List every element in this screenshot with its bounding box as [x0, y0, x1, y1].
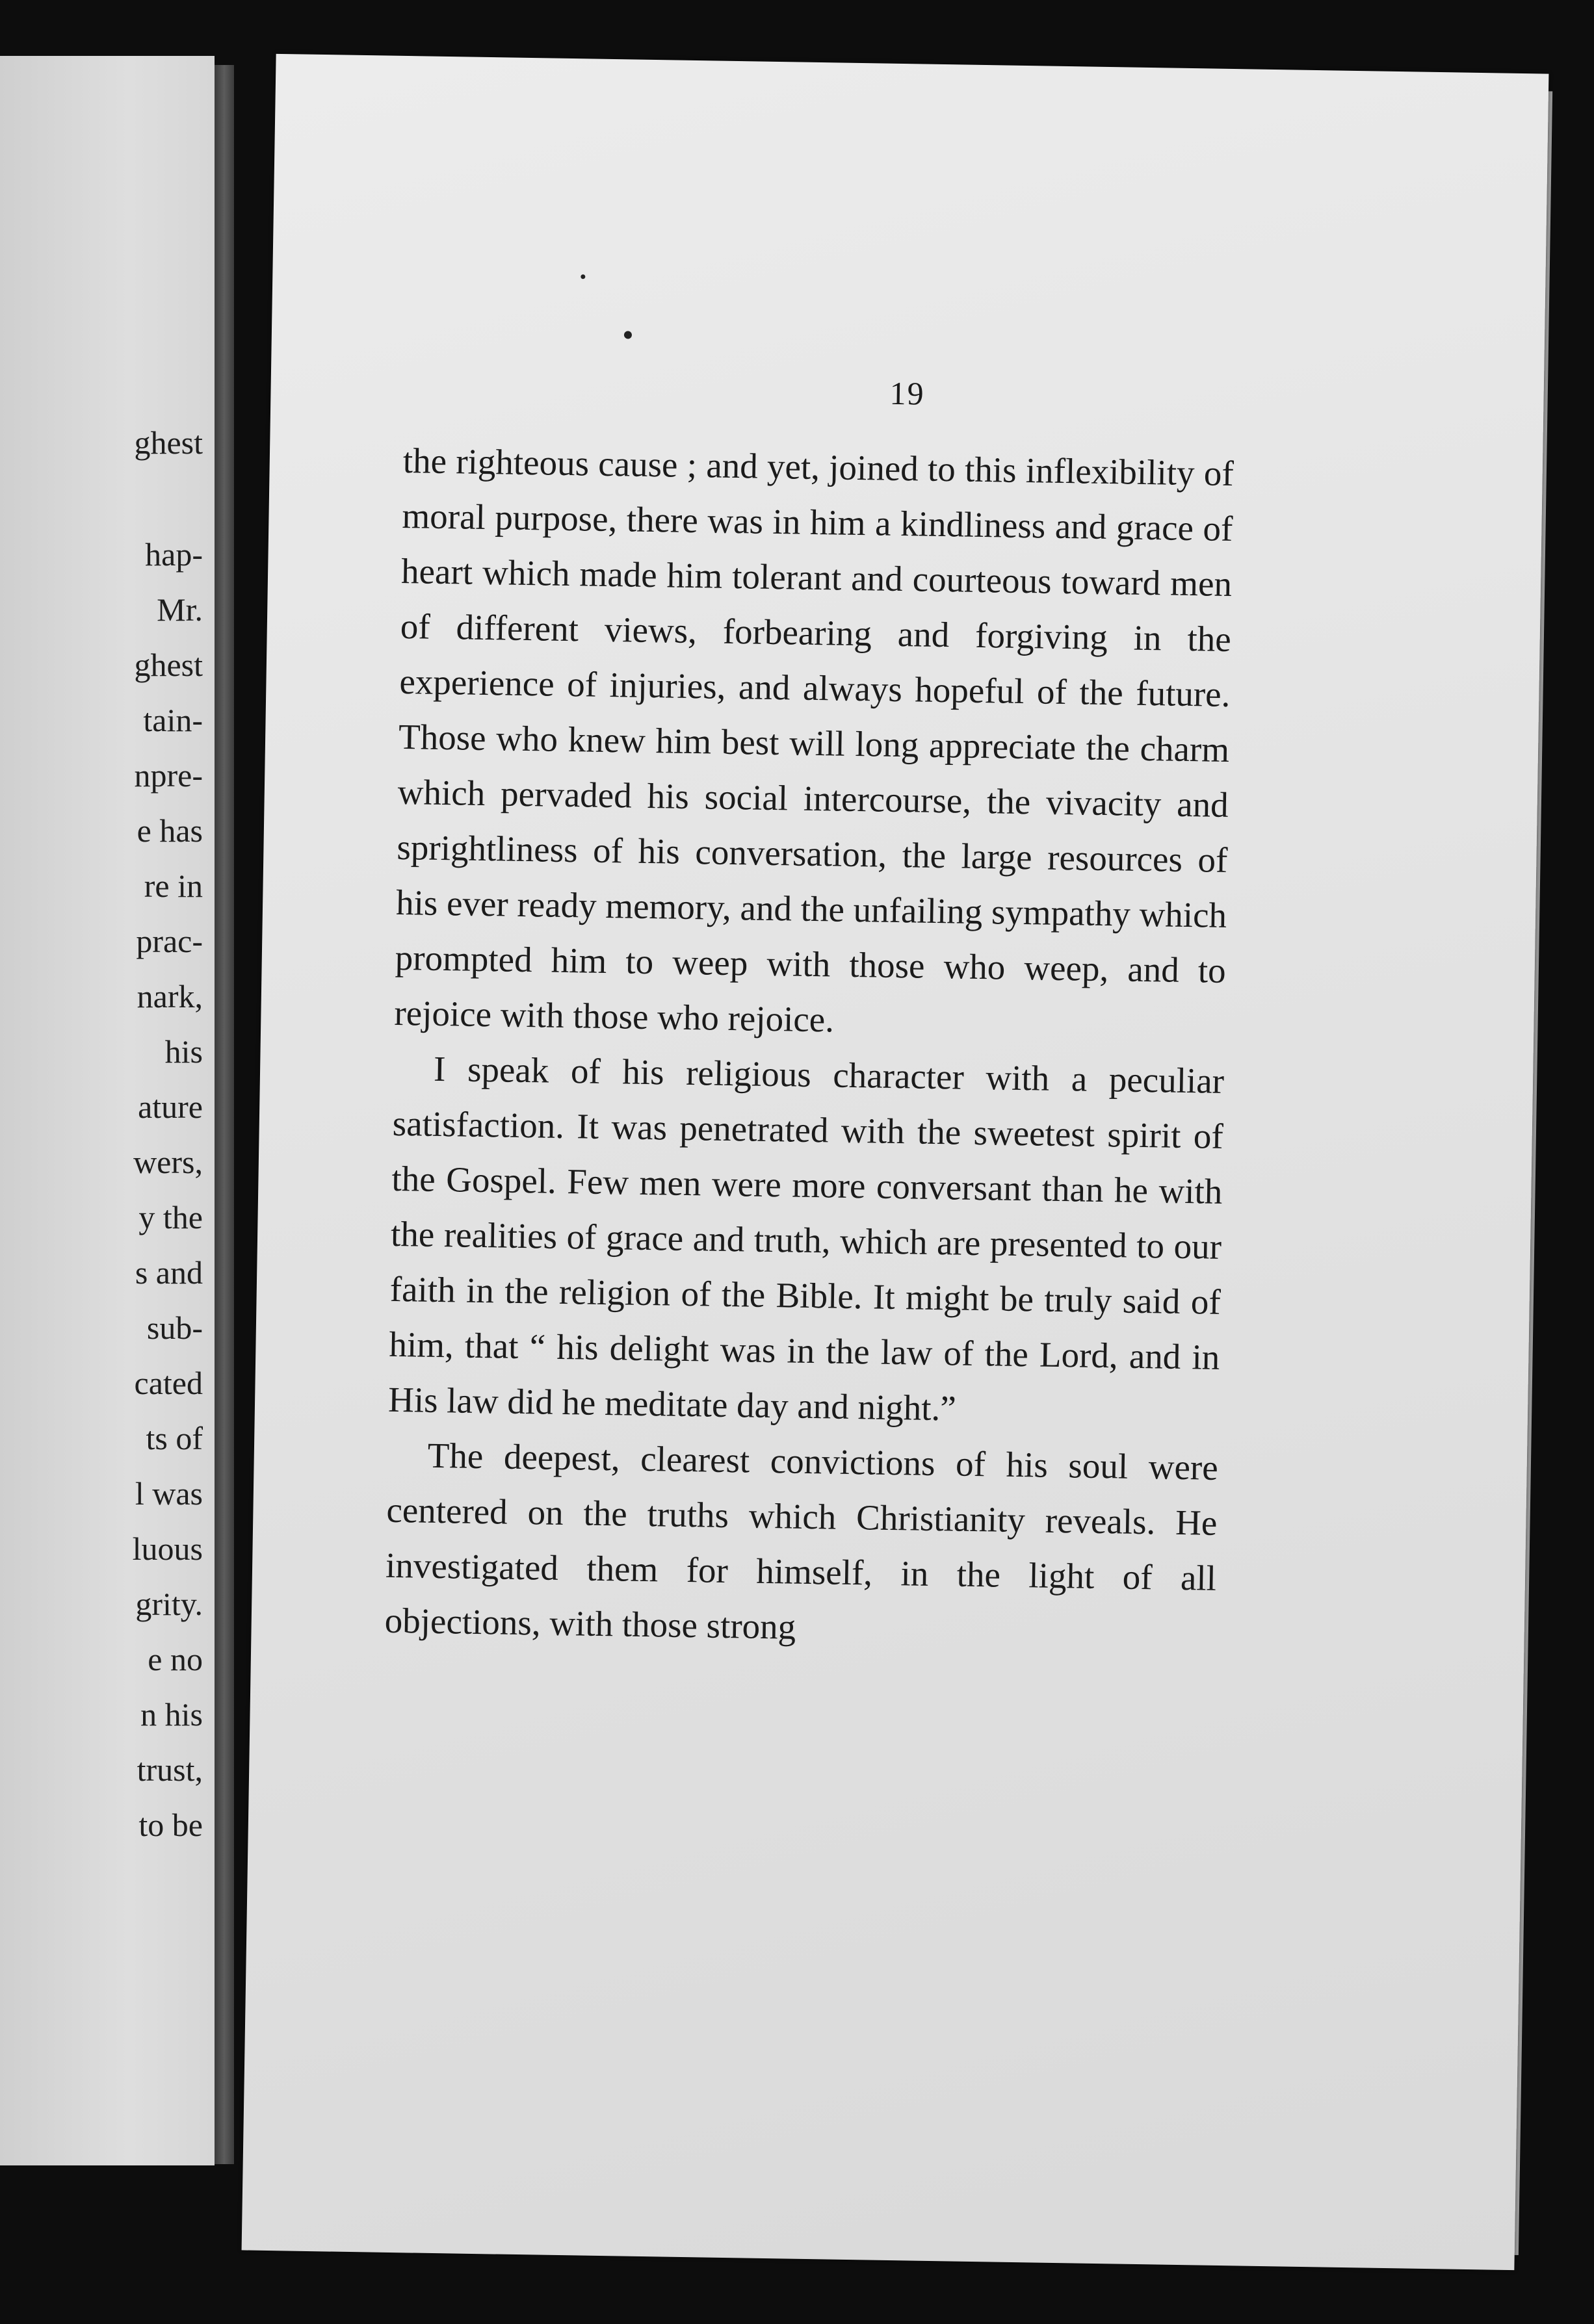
- paragraph: The deepest, clearest convictions of his soul were centered on the truths which Christianity reveals. He investigated them for himself, in the light of all objections, with those strong: [384, 1435, 1219, 1647]
- left-line-fragment: sub-: [146, 1310, 203, 1346]
- left-line-fragment: cated: [134, 1365, 203, 1401]
- left-line-fragment: his: [164, 1033, 203, 1070]
- left-line-fragment: e no: [148, 1641, 203, 1677]
- book-page: [242, 54, 1549, 2270]
- left-line-fragment: prac-: [136, 923, 203, 959]
- left-line-fragment: grity.: [135, 1586, 203, 1622]
- left-line-fragment: trust,: [137, 1751, 203, 1788]
- left-line-fragment: l was: [135, 1475, 203, 1512]
- book-gutter: [215, 65, 234, 2164]
- left-line-fragment: e has: [137, 812, 203, 849]
- left-line-fragment: luous: [132, 1530, 203, 1567]
- left-line-fragment: re in: [144, 868, 203, 904]
- left-line-fragment: tain-: [143, 702, 203, 738]
- paragraph: the righteous cause ; and yet, joined to this inflexibility of moral purpose, there was in him a kindliness and grace of heart which made him tolerant and courteous toward men of different views, forbearing and forgiving in the experience of injuries, and always hopeful of the future. Those who knew him best will long appreciate the charm which pervaded his social intercourse, the vivacity and sprightliness of his conversation, the large resources of his ever ready memory, and the unfailing sympathy which prompted him to weep with those who weep, and to rejoice with those who rejoice.: [394, 440, 1235, 1040]
- left-line-fragment: ghest: [134, 424, 203, 461]
- left-line-fragment: y the: [138, 1199, 203, 1235]
- print-speck: [581, 274, 585, 279]
- left-line-fragment: ts of: [146, 1420, 203, 1456]
- paragraph: I speak of his religious character with a peculiar satisfaction. It was penetrated with the sweetest spirit of the Gospel. Few men were more conversant than he with the realities of grace and truth, which are presented to our faith in the religion of the Bible. It might be truly said of him, that “ his delight was in the law of the Lord, and in His law did he meditate day and night.”: [387, 1048, 1225, 1428]
- page-number: 19: [889, 374, 926, 412]
- left-line-fragment: Mr.: [157, 591, 203, 628]
- body-text: [384, 433, 1234, 1661]
- left-line-fragment: wers,: [133, 1144, 203, 1180]
- left-line-fragment: n his: [140, 1696, 203, 1733]
- left-line-fragment: s and: [135, 1254, 203, 1291]
- left-line-fragment: nark,: [137, 978, 203, 1014]
- print-speck: [624, 331, 632, 339]
- previous-page-fragment: [0, 56, 215, 2165]
- left-line-fragment: ature: [138, 1089, 203, 1125]
- left-line-fragment: ghest: [134, 647, 203, 683]
- left-line-fragment: npre-: [134, 757, 203, 794]
- left-line-fragment: hap-: [145, 536, 203, 573]
- left-line-fragment: to be: [138, 1807, 203, 1843]
